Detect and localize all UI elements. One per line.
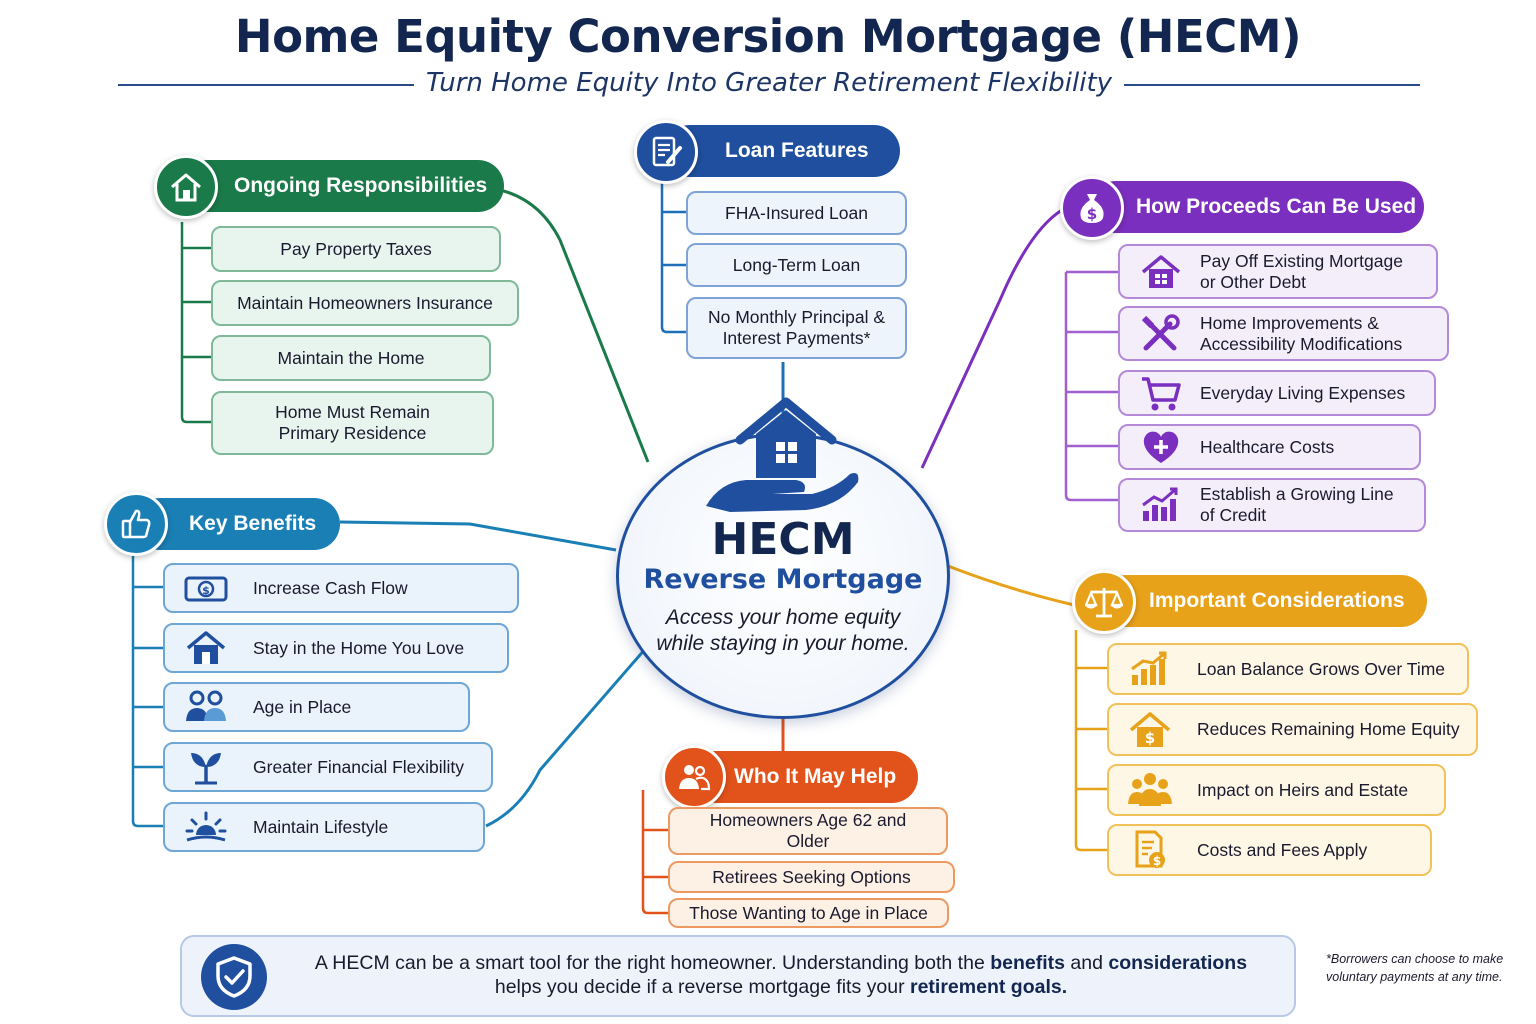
house-in-hand-icon [700,394,866,520]
benefit-label: Age in Place [253,696,352,717]
footer-text-part: helps you decide if a reverse mortgage fits your [494,976,910,998]
proceeds-item [1118,478,1426,532]
loan-feature-item: FHA-Insured Loan [686,191,907,235]
responsibility-item: Home Must Remain Primary Residence [211,391,494,455]
people-icon [662,745,726,809]
people-icon [183,687,229,727]
hub-title: HECM [711,514,855,565]
cart-icon [1138,373,1184,413]
loan-feature-item: Long-Term Loan [686,243,907,287]
house-icon [1138,252,1184,292]
proceeds-item [1118,424,1421,470]
consideration-label: Impact on Heirs and Estate [1197,779,1409,800]
consideration-label: Costs and Fees Apply [1197,839,1368,860]
branch-label: Important Considerations [1149,589,1405,612]
branch-label: Ongoing Responsibilities [234,174,488,197]
audience-item: Homeowners Age 62 and Older [668,807,948,855]
responsibility-item: Maintain Homeowners Insurance [211,280,519,326]
house-dollar-icon [1127,710,1173,750]
proceeds-label: Pay Off Existing Mortgage or Other Debt [1200,250,1403,292]
svg-text:$: $ [202,584,210,597]
benefit-item [163,742,493,792]
svg-text:$: $ [1152,854,1162,868]
hub-subtitle: Reverse Mortgage [643,564,923,595]
branch-important-considerations[interactable] [1100,575,1427,627]
heart-plus-icon [1138,427,1184,467]
tools-icon [1138,314,1184,354]
branch-label: Who It May Help [734,765,897,788]
branch-how-proceeds[interactable] [1090,181,1424,233]
family-icon [1127,770,1173,810]
footnote: *Borrowers can choose to make voluntary payments at any time. [1326,952,1504,984]
benefit-label: Increase Cash Flow [253,577,408,598]
benefit-item [163,682,470,732]
loan-feature-item: No Monthly Principal & Interest Payments* [686,297,907,359]
footer-text-part: A HECM can be a smart tool for the right homeowner. Understanding both the [314,952,991,974]
svg-text:$: $ [1144,728,1156,747]
hub-description: Access your home equity while staying in your home. [656,606,910,655]
house-icon [154,155,218,219]
benefit-item [163,563,519,613]
proceeds-item [1118,370,1436,416]
branch-label: How Proceeds Can Be Used [1136,195,1417,218]
responsibility-item: Pay Property Taxes [211,226,501,272]
branch-loan-features[interactable] [664,125,900,177]
invoice-icon [1127,830,1173,870]
money-bag-icon [1060,176,1124,240]
consideration-label: Loan Balance Grows Over Time [1197,658,1446,679]
consideration-item [1107,764,1446,816]
footer-emphasis-considerations: considerations [1108,952,1248,974]
branch-label: Loan Features [725,139,869,162]
svg-text:$: $ [1086,205,1098,223]
shield-check-icon [201,944,267,1010]
proceeds-item [1118,244,1438,299]
page-title: Home Equity Conversion Mortgage (HECM) [234,10,1302,63]
proceeds-label: Establish a Growing Line of Credit [1200,484,1394,525]
footer-emphasis-benefits: benefits [990,952,1065,974]
footer-emphasis-goals: retirement goals. [910,976,1068,998]
benefit-item [163,623,509,673]
growth-chart-icon [1138,485,1184,525]
plant-icon [183,747,229,787]
proceeds-label: Everyday Living Expenses [1200,382,1406,403]
thumbs-up-icon [104,492,168,556]
consideration-item [1107,703,1478,756]
document-pen-icon [634,120,698,184]
consideration-item [1107,643,1469,695]
proceeds-label: Home Improvements & Accessibility Modifications [1200,312,1403,354]
bar-chart-icon [1127,649,1173,689]
responsibility-item: Maintain the Home [211,335,491,381]
footer-text-part: and [1064,952,1109,974]
benefit-label: Greater Financial Flexibility [253,756,465,777]
home-icon [183,628,229,668]
scales-icon [1072,570,1136,634]
cash-icon [183,568,229,608]
sunrise-icon [183,807,229,847]
page-subtitle: Turn Home Equity Into Greater Retirement Flexibility [425,68,1113,98]
footer-message [276,951,1286,999]
branch-ongoing-responsibilities[interactable] [182,160,504,212]
audience-item: Retirees Seeking Options [668,861,955,893]
consideration-label: Reduces Remaining Home Equity [1197,719,1460,739]
proceeds-item [1118,306,1449,361]
benefit-label: Stay in the Home You Love [253,637,465,658]
proceeds-label: Healthcare Costs [1200,436,1335,457]
consideration-item [1107,824,1432,876]
benefit-item [163,802,485,852]
audience-item: Those Wanting to Age in Place [668,898,949,928]
branch-label: Key Benefits [189,512,317,535]
benefit-label: Maintain Lifestyle [253,816,389,837]
